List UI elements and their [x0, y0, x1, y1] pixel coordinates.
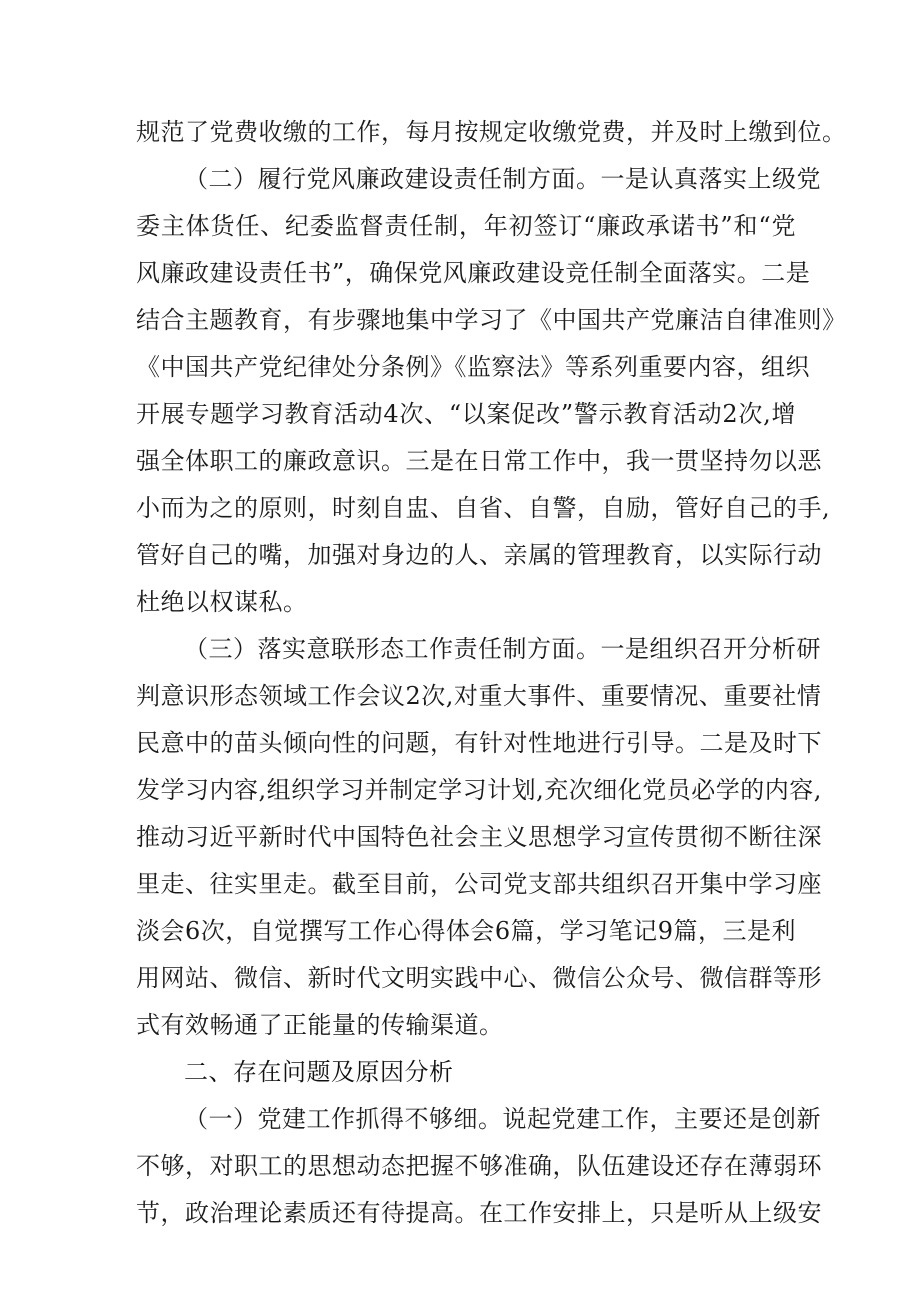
paragraph-line: 发学习内容,组织学习并制定学习计划,充次细化党员必学的内容, — [136, 776, 822, 804]
paragraph-line: 节，政治理论素质还有待提高。在工作安排上，只是听从上级安 — [136, 1199, 822, 1227]
paragraph-line: 《中国共产党纪律处分条例》《监察法》等系列重要内容，组织 — [136, 353, 810, 381]
paragraph-line: 小而为之的原则，时刻自盅、自省、自警，自励，管好自己的手, — [136, 494, 831, 522]
paragraph-line: 不够，对职工的思想动态把握不够准确，队伍建设还存在薄弱环 — [136, 1152, 822, 1180]
paragraph-line: 淡会6次，自觉撰写工作心得体会6篇，学习笔记9篇，三是利 — [136, 917, 796, 945]
paragraph-line: （三）落实意联形态工作责任制方面。一是组织召开分析研 — [184, 635, 821, 663]
paragraph-line: （二）履行党风廉政建设责任制方面。一是认真落实上级党 — [184, 165, 821, 193]
paragraph-line: 杜绝以权谋私。 — [136, 588, 308, 616]
paragraph-line: 推动习近平新时代中国特色社会主义思想学习宣传贯彻不断往深 — [136, 823, 822, 851]
paragraph-line: 委主体货任、纪委监督责任制，年初签订“廉政承诺书”和“党 — [136, 212, 796, 240]
paragraph-line: 风廉政建设责任书”，确保党风廉政建设竞任制全面落实。二是 — [136, 259, 811, 287]
paragraph-line: 结合主题教育，有步骤地集中学习了《中国共产党廉洁自律准则》 — [136, 306, 847, 334]
section-heading: 二、存在问题及原因分析 — [184, 1058, 454, 1086]
paragraph-line: 规范了党费收缴的工作，每月按规定收缴党费，并及时上缴到位。 — [136, 118, 847, 146]
paragraph-line: 判意识形态领域工作会议2次,对重大事件、重要情况、重要社情 — [136, 682, 822, 710]
paragraph-line: 管好自己的嘴，加强对身边的人、亲属的管理教育，以实际行动 — [136, 541, 822, 569]
paragraph-line: 里走、往实里走。截至目前，公司党支部共组织召开集中学习座 — [136, 870, 822, 898]
paragraph-line: （一）党建工作抓得不够细。说起党建工作，主要还是创新 — [184, 1105, 821, 1133]
paragraph-line: 用网站、微信、新时代文明实践中心、微信公众号、微信群等形 — [136, 964, 822, 992]
paragraph-line: 开展专题学习教育活动4次、“以案促改”警示教育活动2次,增 — [136, 400, 796, 428]
paragraph-line: 民意中的苗头倾向性的问题，有针对性地进行引导。二是及时下 — [136, 729, 822, 757]
paragraph-line: 强全体职工的廉政意识。三是在日常工作中，我一贯坚持勿以恶 — [136, 447, 822, 475]
paragraph-line: 式有效畅通了正能量的传输渠道。 — [136, 1011, 504, 1039]
